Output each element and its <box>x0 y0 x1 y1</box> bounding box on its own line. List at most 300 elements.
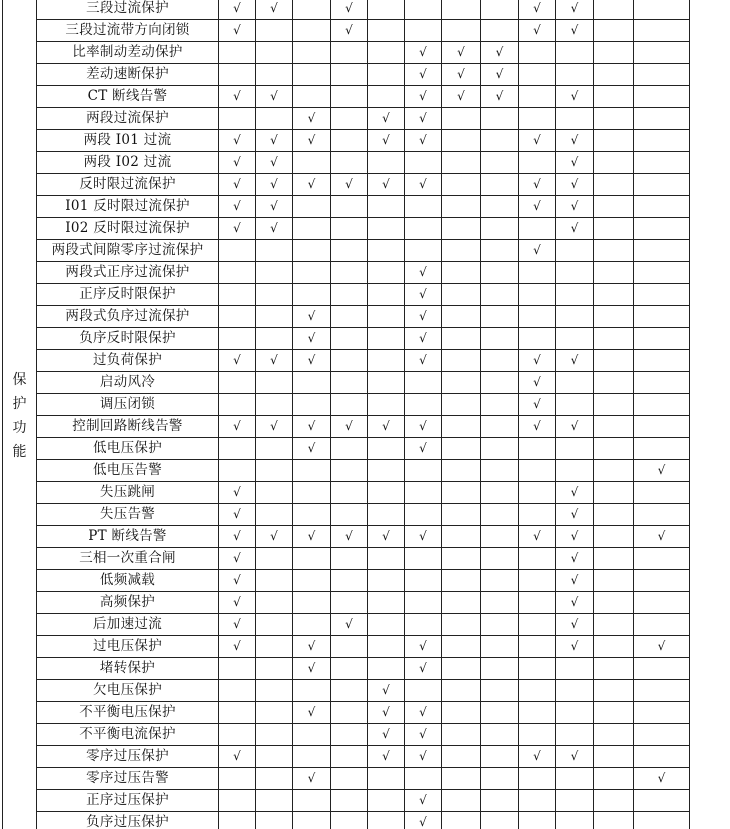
empty-cell <box>442 218 481 240</box>
check-mark: √ <box>219 548 256 570</box>
empty-cell <box>594 438 634 460</box>
check-mark: √ <box>405 86 442 108</box>
function-name: 低频减载 <box>37 570 219 592</box>
check-mark: √ <box>219 218 256 240</box>
empty-cell <box>405 482 442 504</box>
check-mark: √ <box>634 636 690 658</box>
empty-cell <box>594 130 634 152</box>
empty-cell <box>481 174 519 196</box>
empty-cell <box>594 152 634 174</box>
empty-cell <box>405 372 442 394</box>
category-label <box>3 0 37 829</box>
empty-cell <box>481 724 519 746</box>
check-mark: √ <box>293 328 331 350</box>
function-name: 过电压保护 <box>37 636 219 658</box>
check-mark: √ <box>556 350 594 372</box>
table-row <box>3 262 690 284</box>
empty-cell <box>368 394 405 416</box>
empty-cell <box>481 108 519 130</box>
table-row <box>3 570 690 592</box>
check-mark: √ <box>519 174 556 196</box>
table-row <box>3 372 690 394</box>
table-row <box>3 0 690 20</box>
empty-cell <box>331 570 368 592</box>
empty-cell <box>405 768 442 790</box>
empty-cell <box>519 702 556 724</box>
empty-cell <box>594 0 634 20</box>
table-row <box>3 20 690 42</box>
empty-cell <box>331 790 368 812</box>
empty-cell <box>331 152 368 174</box>
check-mark: √ <box>519 20 556 42</box>
check-mark: √ <box>293 636 331 658</box>
check-mark: √ <box>219 592 256 614</box>
check-mark: √ <box>405 746 442 768</box>
empty-cell <box>256 482 293 504</box>
empty-cell <box>405 570 442 592</box>
function-name: 三段过流保护 <box>37 0 219 20</box>
empty-cell <box>442 394 481 416</box>
empty-cell <box>405 240 442 262</box>
check-mark: √ <box>405 350 442 372</box>
empty-cell <box>293 20 331 42</box>
empty-cell <box>368 218 405 240</box>
function-name: 负序反时限保护 <box>37 328 219 350</box>
check-mark: √ <box>519 196 556 218</box>
empty-cell <box>256 20 293 42</box>
empty-cell <box>634 86 690 108</box>
table-row <box>3 812 690 829</box>
check-mark: √ <box>519 372 556 394</box>
empty-cell <box>442 152 481 174</box>
empty-cell <box>442 812 481 829</box>
empty-cell <box>256 636 293 658</box>
empty-cell <box>368 768 405 790</box>
check-mark: √ <box>405 108 442 130</box>
empty-cell <box>405 460 442 482</box>
empty-cell <box>405 548 442 570</box>
empty-cell <box>634 394 690 416</box>
empty-cell <box>256 438 293 460</box>
table-row <box>3 460 690 482</box>
empty-cell <box>331 108 368 130</box>
empty-cell <box>256 724 293 746</box>
empty-cell <box>256 262 293 284</box>
check-mark: √ <box>556 20 594 42</box>
empty-cell <box>331 350 368 372</box>
check-mark: √ <box>556 482 594 504</box>
function-name: 过负荷保护 <box>37 350 219 372</box>
function-name: 后加速过流 <box>37 614 219 636</box>
check-mark: √ <box>556 570 594 592</box>
empty-cell <box>556 812 594 829</box>
table-row <box>3 768 690 790</box>
check-mark: √ <box>219 196 256 218</box>
check-mark: √ <box>219 614 256 636</box>
empty-cell <box>519 284 556 306</box>
check-mark: √ <box>556 0 594 20</box>
empty-cell <box>634 42 690 64</box>
check-mark: √ <box>293 438 331 460</box>
empty-cell <box>634 790 690 812</box>
empty-cell <box>293 548 331 570</box>
empty-cell <box>256 768 293 790</box>
category-char: 保 <box>12 371 27 388</box>
empty-cell <box>442 262 481 284</box>
check-mark: √ <box>405 658 442 680</box>
empty-cell <box>442 372 481 394</box>
empty-cell <box>634 218 690 240</box>
check-mark: √ <box>293 526 331 548</box>
check-mark: √ <box>405 438 442 460</box>
empty-cell <box>331 306 368 328</box>
check-mark: √ <box>256 152 293 174</box>
table-row <box>3 614 690 636</box>
empty-cell <box>442 438 481 460</box>
empty-cell <box>405 0 442 20</box>
table-row <box>3 680 690 702</box>
table-row <box>3 108 690 130</box>
empty-cell <box>519 64 556 86</box>
empty-cell <box>293 284 331 306</box>
empty-cell <box>256 394 293 416</box>
empty-cell <box>368 306 405 328</box>
category-char: 能 <box>12 443 27 460</box>
empty-cell <box>368 328 405 350</box>
check-mark: √ <box>293 768 331 790</box>
empty-cell <box>594 526 634 548</box>
empty-cell <box>634 0 690 20</box>
check-mark: √ <box>556 130 594 152</box>
function-name: 启动风冷 <box>37 372 219 394</box>
empty-cell <box>519 570 556 592</box>
empty-cell <box>293 86 331 108</box>
empty-cell <box>442 570 481 592</box>
check-mark: √ <box>556 416 594 438</box>
check-mark: √ <box>368 724 405 746</box>
empty-cell <box>519 614 556 636</box>
empty-cell <box>219 42 256 64</box>
empty-cell <box>219 812 256 829</box>
empty-cell <box>331 482 368 504</box>
check-mark: √ <box>519 526 556 548</box>
empty-cell <box>442 20 481 42</box>
empty-cell <box>331 262 368 284</box>
empty-cell <box>368 548 405 570</box>
check-mark: √ <box>556 592 594 614</box>
table-row <box>3 64 690 86</box>
empty-cell <box>219 240 256 262</box>
empty-cell <box>368 658 405 680</box>
empty-cell <box>556 768 594 790</box>
empty-cell <box>256 504 293 526</box>
table-row <box>3 86 690 108</box>
empty-cell <box>256 306 293 328</box>
function-name: 反时限过流保护 <box>37 174 219 196</box>
empty-cell <box>331 328 368 350</box>
check-mark: √ <box>331 614 368 636</box>
empty-cell <box>594 702 634 724</box>
empty-cell <box>594 460 634 482</box>
empty-cell <box>519 218 556 240</box>
table-row <box>3 218 690 240</box>
empty-cell <box>219 768 256 790</box>
empty-cell <box>556 306 594 328</box>
check-mark: √ <box>256 0 293 20</box>
empty-cell <box>519 790 556 812</box>
empty-cell <box>442 746 481 768</box>
empty-cell <box>519 482 556 504</box>
empty-cell <box>442 548 481 570</box>
empty-cell <box>293 0 331 20</box>
empty-cell <box>594 394 634 416</box>
empty-cell <box>634 614 690 636</box>
check-mark: √ <box>556 504 594 526</box>
empty-cell <box>331 284 368 306</box>
empty-cell <box>481 614 519 636</box>
empty-cell <box>556 108 594 130</box>
empty-cell <box>481 130 519 152</box>
function-name: 比率制动差动保护 <box>37 42 219 64</box>
empty-cell <box>405 218 442 240</box>
empty-cell <box>293 394 331 416</box>
check-mark: √ <box>556 526 594 548</box>
empty-cell <box>594 86 634 108</box>
empty-cell <box>594 262 634 284</box>
empty-cell <box>256 702 293 724</box>
empty-cell <box>594 350 634 372</box>
check-mark: √ <box>256 218 293 240</box>
empty-cell <box>405 394 442 416</box>
empty-cell <box>331 64 368 86</box>
table-row <box>3 702 690 724</box>
empty-cell <box>331 746 368 768</box>
empty-cell <box>634 284 690 306</box>
protection-function-table <box>2 0 690 829</box>
empty-cell <box>594 548 634 570</box>
empty-cell <box>442 130 481 152</box>
check-mark: √ <box>368 702 405 724</box>
check-mark: √ <box>219 636 256 658</box>
check-mark: √ <box>219 152 256 174</box>
empty-cell <box>519 328 556 350</box>
empty-cell <box>634 306 690 328</box>
check-mark: √ <box>634 768 690 790</box>
function-name: 正序反时限保护 <box>37 284 219 306</box>
category-char: 护 <box>12 395 27 412</box>
check-mark: √ <box>556 196 594 218</box>
empty-cell <box>481 526 519 548</box>
table-row <box>3 306 690 328</box>
empty-cell <box>634 20 690 42</box>
empty-cell <box>368 504 405 526</box>
empty-cell <box>556 460 594 482</box>
function-name: 高频保护 <box>37 592 219 614</box>
empty-cell <box>405 152 442 174</box>
empty-cell <box>331 592 368 614</box>
empty-cell <box>368 196 405 218</box>
check-mark: √ <box>405 306 442 328</box>
empty-cell <box>368 460 405 482</box>
empty-cell <box>293 812 331 829</box>
empty-cell <box>594 218 634 240</box>
table-row <box>3 592 690 614</box>
empty-cell <box>634 504 690 526</box>
function-name: 控制回路断线告警 <box>37 416 219 438</box>
empty-cell <box>481 702 519 724</box>
empty-cell <box>634 262 690 284</box>
empty-cell <box>481 328 519 350</box>
check-mark: √ <box>556 218 594 240</box>
empty-cell <box>594 196 634 218</box>
empty-cell <box>634 328 690 350</box>
empty-cell <box>293 790 331 812</box>
empty-cell <box>442 768 481 790</box>
check-mark: √ <box>519 394 556 416</box>
empty-cell <box>331 218 368 240</box>
empty-cell <box>481 504 519 526</box>
empty-cell <box>594 306 634 328</box>
empty-cell <box>368 372 405 394</box>
function-name: 两段 I02 过流 <box>37 152 219 174</box>
empty-cell <box>256 240 293 262</box>
empty-cell <box>368 438 405 460</box>
empty-cell <box>256 372 293 394</box>
empty-cell <box>634 570 690 592</box>
check-mark: √ <box>331 0 368 20</box>
empty-cell <box>556 702 594 724</box>
empty-cell <box>331 196 368 218</box>
function-name: 正序过压保护 <box>37 790 219 812</box>
function-name: 零序过压保护 <box>37 746 219 768</box>
empty-cell <box>442 724 481 746</box>
empty-cell <box>256 284 293 306</box>
check-mark: √ <box>219 130 256 152</box>
check-mark: √ <box>405 174 442 196</box>
table-row <box>3 328 690 350</box>
empty-cell <box>481 658 519 680</box>
empty-cell <box>368 812 405 829</box>
check-mark: √ <box>219 20 256 42</box>
empty-cell <box>256 680 293 702</box>
check-mark: √ <box>331 20 368 42</box>
empty-cell <box>594 746 634 768</box>
check-mark: √ <box>293 306 331 328</box>
function-name: 两段式正序过流保护 <box>37 262 219 284</box>
check-mark: √ <box>256 526 293 548</box>
empty-cell <box>442 284 481 306</box>
empty-cell <box>368 0 405 20</box>
empty-cell <box>442 460 481 482</box>
check-mark: √ <box>405 526 442 548</box>
empty-cell <box>481 394 519 416</box>
check-mark: √ <box>219 86 256 108</box>
table-row <box>3 174 690 196</box>
check-mark: √ <box>256 86 293 108</box>
empty-cell <box>481 570 519 592</box>
check-mark: √ <box>219 416 256 438</box>
empty-cell <box>481 746 519 768</box>
table-row <box>3 504 690 526</box>
empty-cell <box>594 812 634 829</box>
empty-cell <box>481 152 519 174</box>
table-row <box>3 196 690 218</box>
empty-cell <box>634 152 690 174</box>
empty-cell <box>634 438 690 460</box>
empty-cell <box>219 372 256 394</box>
check-mark: √ <box>219 504 256 526</box>
empty-cell <box>481 460 519 482</box>
empty-cell <box>368 86 405 108</box>
empty-cell <box>331 460 368 482</box>
empty-cell <box>219 284 256 306</box>
empty-cell <box>368 614 405 636</box>
check-mark: √ <box>405 328 442 350</box>
empty-cell <box>368 284 405 306</box>
empty-cell <box>556 328 594 350</box>
table-row <box>3 526 690 548</box>
check-mark: √ <box>634 460 690 482</box>
empty-cell <box>634 812 690 829</box>
empty-cell <box>331 504 368 526</box>
empty-cell <box>594 790 634 812</box>
check-mark: √ <box>293 658 331 680</box>
empty-cell <box>634 372 690 394</box>
empty-cell <box>293 262 331 284</box>
check-mark: √ <box>405 130 442 152</box>
table-row <box>3 790 690 812</box>
empty-cell <box>594 284 634 306</box>
empty-cell <box>594 108 634 130</box>
check-mark: √ <box>556 746 594 768</box>
check-mark: √ <box>519 130 556 152</box>
empty-cell <box>594 372 634 394</box>
check-mark: √ <box>405 64 442 86</box>
empty-cell <box>442 504 481 526</box>
empty-cell <box>594 174 634 196</box>
check-mark: √ <box>556 174 594 196</box>
empty-cell <box>293 614 331 636</box>
empty-cell <box>405 680 442 702</box>
check-mark: √ <box>519 0 556 20</box>
function-name: 欠电压保护 <box>37 680 219 702</box>
empty-cell <box>442 328 481 350</box>
empty-cell <box>519 658 556 680</box>
empty-cell <box>481 372 519 394</box>
empty-cell <box>519 768 556 790</box>
check-mark: √ <box>368 416 405 438</box>
table-row <box>3 724 690 746</box>
empty-cell <box>634 680 690 702</box>
empty-cell <box>442 592 481 614</box>
empty-cell <box>256 460 293 482</box>
check-mark: √ <box>405 812 442 829</box>
empty-cell <box>556 394 594 416</box>
check-mark: √ <box>556 548 594 570</box>
empty-cell <box>442 174 481 196</box>
empty-cell <box>556 372 594 394</box>
empty-cell <box>634 130 690 152</box>
check-mark: √ <box>293 416 331 438</box>
empty-cell <box>368 20 405 42</box>
empty-cell <box>331 548 368 570</box>
empty-cell <box>293 42 331 64</box>
empty-cell <box>368 240 405 262</box>
empty-cell <box>481 812 519 829</box>
empty-cell <box>293 482 331 504</box>
check-mark: √ <box>442 42 481 64</box>
empty-cell <box>442 614 481 636</box>
